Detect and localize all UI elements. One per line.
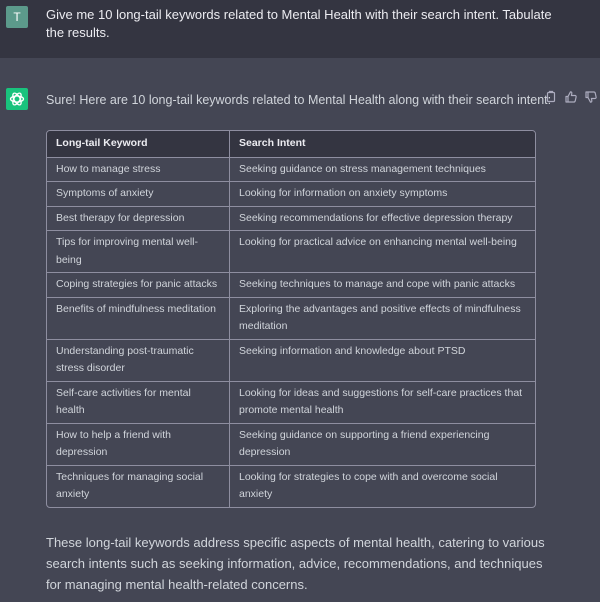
intent-cell: Looking for information on anxiety symptoms <box>230 182 536 207</box>
thumbs-down-icon[interactable] <box>584 90 598 104</box>
table-row <box>47 231 535 273</box>
table-header-row <box>47 131 535 157</box>
intent-cell: Exploring the advantages and positive effects of mindfulness meditation <box>230 297 536 339</box>
table-row <box>47 423 535 465</box>
intent-cell: Seeking guidance on supporting a friend experiencing depression <box>230 423 536 465</box>
assistant-intro-text: Sure! Here are 10 long-tail keywords related to Mental Health along with their search intent: <box>46 93 552 107</box>
table-row <box>47 297 535 339</box>
header-keyword: Long-tail Keyword <box>47 131 230 157</box>
keyword-table <box>46 130 536 508</box>
table-row <box>47 339 535 381</box>
user-message-text: Give me 10 long-tail keywords related to Mental Health with their search intent. Tabulate the results. <box>46 7 552 40</box>
chatgpt-logo-icon <box>6 88 28 110</box>
header-search-intent: Search Intent <box>230 131 536 157</box>
keyword-cell: Benefits of mindfulness meditation <box>47 297 230 339</box>
thumbs-up-icon[interactable] <box>564 90 578 104</box>
table-row <box>47 381 535 423</box>
message-actions <box>544 90 600 106</box>
copy-icon[interactable] <box>544 90 558 104</box>
table-row <box>47 206 535 231</box>
intent-cell: Seeking information and knowledge about PTSD <box>230 339 536 381</box>
user-avatar: T <box>6 6 28 28</box>
intent-cell: Looking for practical advice on enhancing mental well-being <box>230 231 536 273</box>
intent-cell: Seeking techniques to manage and cope with panic attacks <box>230 273 536 298</box>
intent-cell: Seeking recommendations for effective depression therapy <box>230 206 536 231</box>
keyword-cell: Understanding post-traumatic stress disorder <box>47 339 230 381</box>
keyword-cell: Tips for improving mental well-being <box>47 231 230 273</box>
assistant-outro-text: These long-tail keywords address specific aspects of mental health, catering to various search intents such as seeking information, advice, recommendations, and techniques for managing mental health-related concerns. <box>46 535 545 592</box>
keyword-cell: How to help a friend with depression <box>47 423 230 465</box>
keyword-cell: Best therapy for depression <box>47 206 230 231</box>
table-row <box>47 465 535 507</box>
keyword-cell: How to manage stress <box>47 157 230 182</box>
intent-cell: Looking for ideas and suggestions for self-care practices that promote mental health <box>230 381 536 423</box>
table-row <box>47 273 535 298</box>
table-row <box>47 182 535 207</box>
keyword-cell: Self-care activities for mental health <box>47 381 230 423</box>
intent-cell: Looking for strategies to cope with and overcome social anxiety <box>230 465 536 507</box>
table-row <box>47 157 535 182</box>
keyword-cell: Symptoms of anxiety <box>47 182 230 207</box>
keyword-cell: Techniques for managing social anxiety <box>47 465 230 507</box>
user-message <box>0 0 600 58</box>
keyword-cell: Coping strategies for panic attacks <box>47 273 230 298</box>
assistant-message <box>0 58 600 602</box>
intent-cell: Seeking guidance on stress management techniques <box>230 157 536 182</box>
